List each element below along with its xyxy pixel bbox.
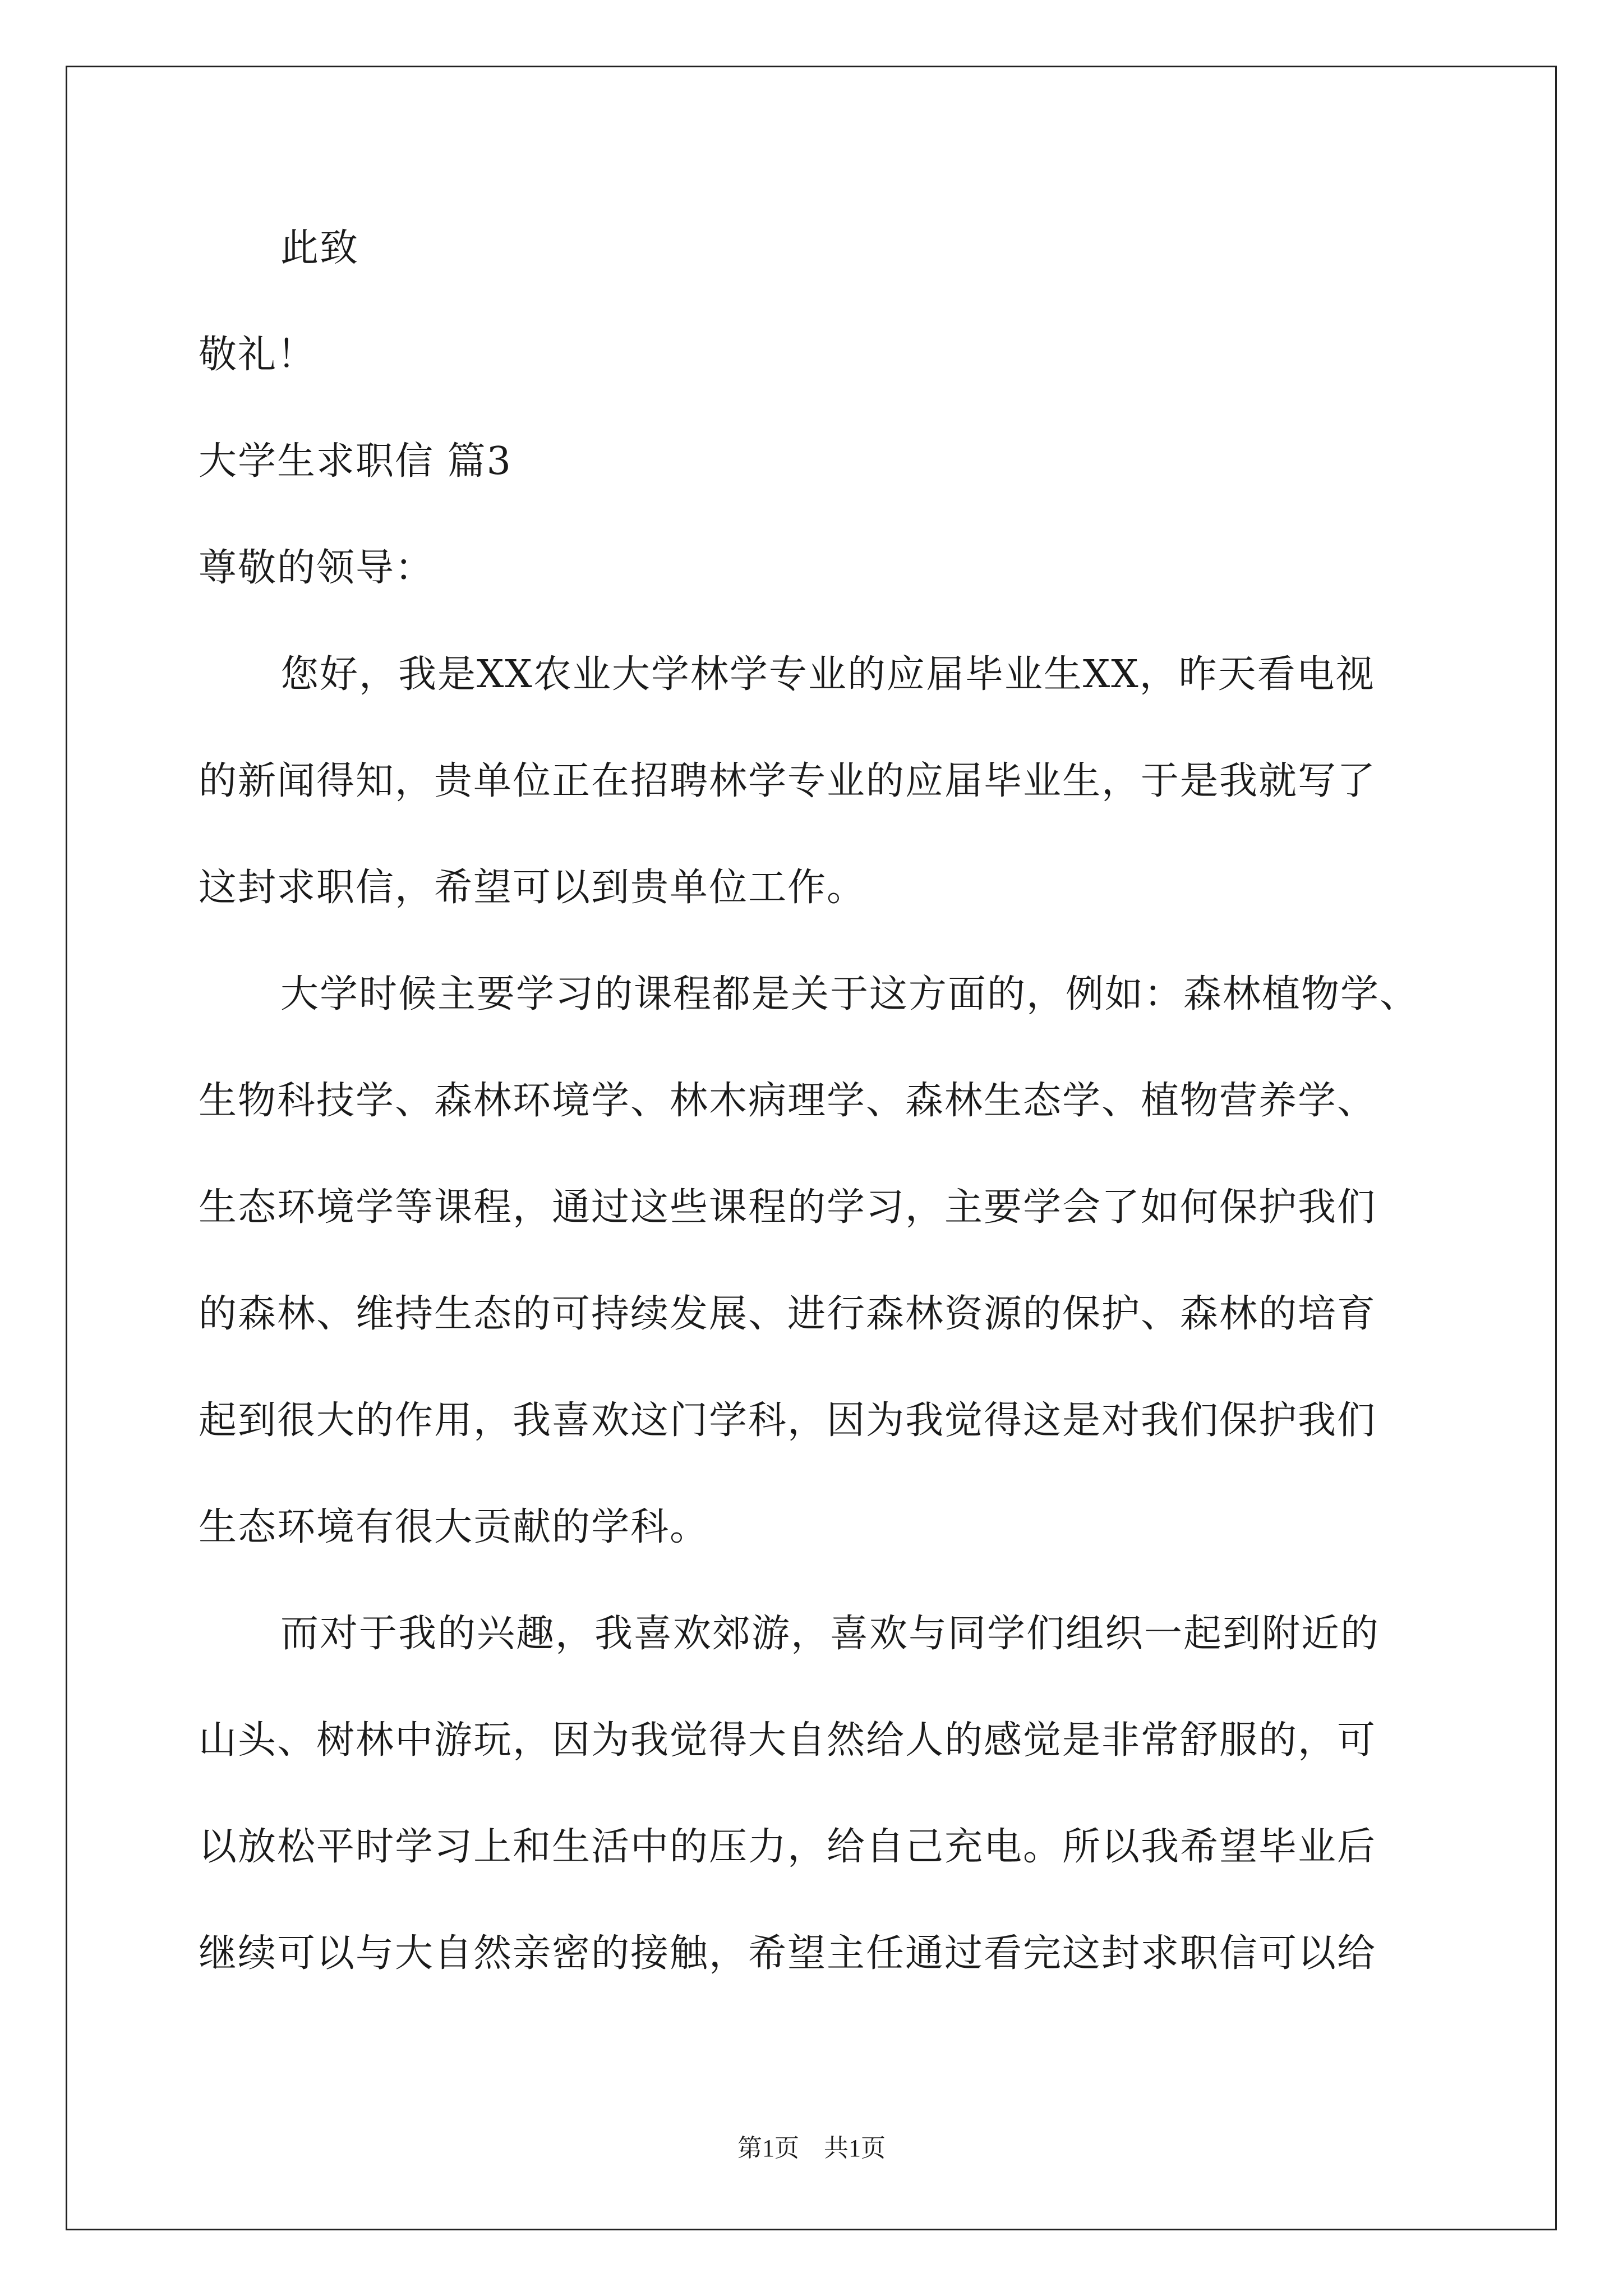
closing-regards: 敬礼！ (199, 333, 317, 377)
paragraph-line: 山头、树林中游玩，因为我觉得大自然给人的感觉是非常舒服的，可 (199, 1718, 1377, 1763)
paragraph-line: 继续可以与大自然亲密的接触，希望主任通过看完这封求职信可以给 (199, 1931, 1377, 1976)
paragraph-line: 大学时候主要学习的课程都是关于这方面的，例如：森林植物学、 (280, 972, 1419, 1016)
paragraph-line: 以放松平时学习上和生活中的压力，给自己充电。所以我希望毕业后 (199, 1825, 1377, 1869)
paragraph-line: 的森林、维持生态的可持续发展、进行森林资源的保护、森林的培育 (199, 1292, 1377, 1336)
paragraph-line: 的新闻得知，贵单位正在招聘林学专业的应届毕业生，于是我就写了 (199, 759, 1377, 803)
page-footer: 第1页 共1页 (737, 2134, 886, 2162)
paragraph-line: 起到很大的作用，我喜欢这门学科，因为我觉得这是对我们保护我们 (199, 1398, 1377, 1443)
paragraph-line: 生物科技学、森林环境学、林木病理学、森林生态学、植物营养学、 (199, 1079, 1377, 1123)
paragraph-line: 生态环境学等课程，通过这些课程的学习，主要学会了如何保护我们 (199, 1185, 1377, 1230)
paragraph-line: 您好，我是XX农业大学林学专业的应届毕业生XX，昨天看电视 (280, 652, 1375, 697)
paragraph-line: 生态环境有很大贡献的学科。 (199, 1505, 709, 1549)
page-border (66, 66, 1557, 2230)
closing-salutation: 此致 (280, 226, 359, 270)
paragraph-line: 而对于我的兴趣，我喜欢郊游，喜欢与同学们组织一起到附近的 (280, 1612, 1380, 1656)
section-heading: 大学生求职信 篇3 (199, 439, 512, 484)
paragraph-line: 这封求职信，希望可以到贵单位工作。 (199, 866, 866, 910)
greeting: 尊敬的领导： (199, 546, 435, 590)
